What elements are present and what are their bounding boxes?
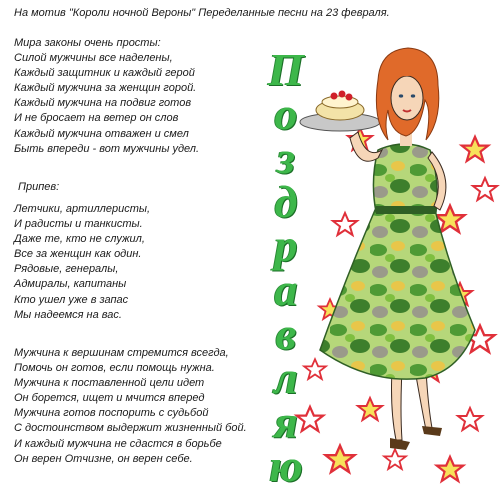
- verse-line: Каждый мужчина на подвиг готов: [14, 97, 192, 110]
- greeting-letter: д: [274, 176, 298, 227]
- verse-line: Каждый защитник и каждый герой: [14, 67, 195, 80]
- verse-line: Мужчина к вершинам стремится всегда,: [14, 347, 229, 359]
- chorus-line: Адмиралы, капитаны: [14, 278, 127, 291]
- chorus-line: Мы надеемся на вас.: [14, 308, 122, 321]
- chorus-line: Даже те, кто не служил,: [14, 233, 145, 246]
- verse-line: Каждый мужчина отважен и смел: [14, 127, 189, 140]
- chorus-line: И радисты и танкисты.: [14, 218, 143, 231]
- verse-1: [14, 36, 199, 157]
- verse-line: Мира законы очень просты:: [14, 37, 161, 49]
- chorus-line: Рядовые, генералы,: [14, 263, 119, 276]
- greeting-letter: ю: [269, 440, 303, 491]
- chorus-line: Летчики, артиллеристы,: [14, 203, 151, 215]
- greeting-letter: о: [274, 88, 298, 139]
- verse-line: Каждый мужчина за женщин горой.: [14, 82, 197, 95]
- chorus-label: Припев:: [18, 181, 60, 193]
- greeting-letter: в: [275, 308, 297, 359]
- greeting-letter: л: [274, 352, 298, 403]
- chorus-line: Все за женщин как один.: [14, 248, 142, 261]
- verse-line: С достоинством выдержит жизненный бой.: [14, 422, 247, 435]
- greeting-letter: з: [277, 132, 295, 183]
- greeting-letter: я: [274, 396, 298, 447]
- poem-header: На мотив "Короли ночной Вероны" Переделанные песни на 23 февраля.: [14, 7, 390, 19]
- verse-line: Мужчина готов поспорить с судьбой: [14, 407, 209, 420]
- greeting-letter: П: [268, 44, 304, 95]
- verse-line: И не бросает на ветер он слов: [14, 112, 179, 125]
- verse-line: Помочь он готов, если помощь нужна.: [14, 362, 215, 375]
- greeting-letter: а: [274, 264, 298, 315]
- greeting-letter: р: [274, 220, 298, 271]
- chorus-line: Кто ушел уже в запас: [14, 293, 129, 306]
- verse-line: Он верен Отчизне, он верен себе.: [14, 452, 193, 465]
- chorus: [14, 202, 150, 323]
- verse-line: Он борется, ищет и мчится вперед: [14, 392, 205, 405]
- verse-2: [14, 346, 247, 467]
- verse-line: Мужчина к поставленной цели идет: [14, 377, 205, 390]
- greeting-word: [262, 44, 310, 491]
- verse-line: И каждый мужчина не сдастся в борьбе: [14, 437, 222, 450]
- verse-line: Силой мужчины все наделены,: [14, 52, 173, 65]
- verse-line: Быть впереди - вот мужчины удел.: [14, 142, 200, 155]
